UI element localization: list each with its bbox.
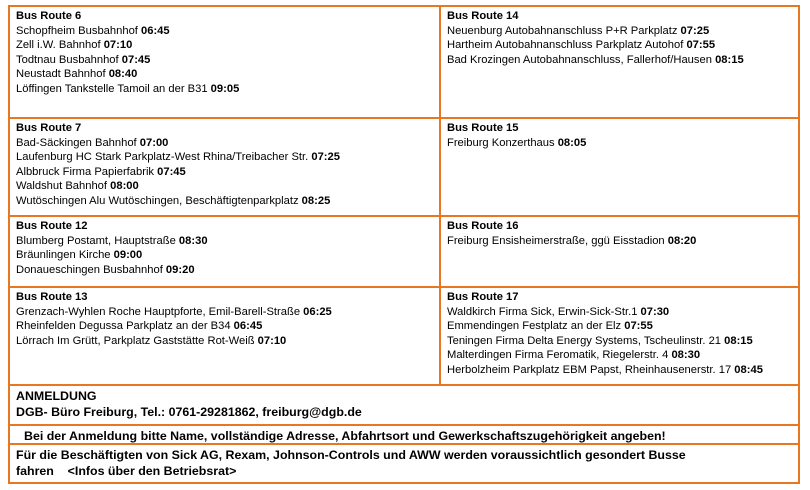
stop-time: 08:15 (715, 53, 744, 66)
route-cell-left-0 (10, 7, 439, 117)
stop-time: 08:20 (667, 234, 697, 247)
stop-place: Löffingen Tankstelle Tamoil an der B31 (16, 82, 208, 95)
stop-time: 07:10 (103, 39, 133, 52)
stop-place: Bräunlingen Kirche (16, 249, 111, 262)
stop-time: 08:15 (724, 334, 753, 347)
stop-place: Emmendingen Festplatz an der Elz (447, 320, 622, 333)
route-stop (447, 363, 792, 378)
route-stop (447, 334, 792, 349)
anmeldung-contact: DGB- Büro Freiburg, Tel.: 0761-29281862, freiburg@dgb.de (16, 405, 362, 419)
route-title: Bus Route 14 (447, 10, 519, 22)
stop-place: Albbruck Firma Papierfabrik (16, 165, 155, 178)
route-stop (16, 67, 433, 82)
stop-time: 07:25 (311, 151, 340, 164)
stop-place: Wutöschingen Alu Wutöschingen, Beschäftigtenparkplatz (16, 194, 299, 207)
stop-time: 08:25 (301, 194, 331, 207)
employees-note-line2: fahren <Infos über den Betriebsrat> (16, 464, 237, 478)
stop-place: Hartheim Autobahnanschluss Parkplatz Autohof (447, 39, 684, 52)
registration-notice (10, 426, 798, 443)
route-stop (16, 319, 433, 334)
stop-place: Grenzach-Wyhlen Roche Hauptpforte, Emil-Barell-Straße (16, 305, 301, 318)
route-title: Bus Route 17 (447, 291, 519, 303)
route-stop (447, 24, 792, 39)
route-cell-right-2 (441, 217, 798, 286)
route-cell-right-1 (441, 119, 798, 215)
stop-place: Teningen Firma Delta Energy Systems, Tscheulinstr. 21 (447, 334, 722, 347)
route-stop (447, 38, 792, 53)
stop-place: Rheinfelden Degussa Parkplatz an der B34 (16, 320, 231, 333)
stop-time: 08:00 (110, 180, 139, 193)
employees-note-line1: Für die Beschäftigten von Sick AG, Rexam, Johnson-Controls und AWW werden voraussichtlich gesondert Busse (16, 448, 686, 462)
stop-place: Neustadt Bahnhof (16, 68, 106, 81)
stop-place: Waldshut Bahnhof (16, 180, 108, 193)
stop-place: Laufenburg HC Stark Parkplatz-West Rhina/Treibacher Str. (16, 151, 309, 164)
stop-time: 09:00 (113, 249, 143, 262)
route-title: Bus Route 16 (447, 220, 519, 232)
employees-note (10, 445, 798, 483)
route-stop (447, 53, 792, 68)
stop-place: Malterdingen Firma Feromatik, Riegelerstr. 4 (447, 349, 669, 362)
stop-place: Herbolzheim Parkplatz EBM Papst, Rheinhausenerstr. 17 (447, 363, 732, 376)
route-cell-left-2 (10, 217, 439, 286)
route-stop (16, 136, 433, 151)
route-stop (16, 194, 433, 209)
route-title: Bus Route 6 (16, 10, 82, 22)
route-stop (16, 24, 433, 39)
registration-notice-text: Bei der Anmeldung bitte Name, vollständige Adresse, Abfahrtsort und Gewerkschaftszugehörigkeit angeben! (24, 429, 666, 443)
route-stop (16, 248, 433, 263)
route-cell-left-1 (10, 119, 439, 215)
stop-time: 07:10 (257, 334, 287, 347)
stop-time: 08:30 (178, 234, 208, 247)
anmeldung-heading: ANMELDUNG (16, 389, 97, 403)
stop-place: Bad-Säckingen Bahnhof (16, 136, 137, 149)
route-stop (447, 136, 792, 151)
route-cell-right-0 (441, 7, 798, 117)
stop-time: 07:55 (686, 39, 716, 52)
route-title: Bus Route 15 (447, 122, 519, 134)
stop-time: 08:30 (671, 349, 701, 362)
route-stop (447, 234, 792, 249)
stop-time: 08:05 (557, 136, 587, 149)
stop-time: 06:45 (141, 24, 170, 37)
route-cell-right-3 (441, 288, 798, 384)
route-title: Bus Route 12 (16, 220, 88, 232)
route-stop (447, 348, 792, 363)
stop-time: 07:55 (624, 320, 653, 333)
route-stop (16, 263, 433, 278)
stop-place: Bad Krozingen Autobahnanschluss, Fallerhof/Hausen (447, 53, 712, 66)
stop-place: Lörrach Im Grütt, Parkplatz Gaststätte Rot-Weiß (16, 334, 255, 347)
stop-time: 09:05 (210, 82, 240, 95)
stop-place: Donaueschingen Busbahnhof (16, 263, 163, 276)
stop-time: 06:25 (303, 305, 332, 318)
route-cell-left-3 (10, 288, 439, 384)
stop-place: Freiburg Konzerthaus (447, 136, 555, 149)
stop-time: 07:45 (121, 53, 151, 66)
route-stop (16, 82, 433, 97)
route-stop (16, 38, 433, 53)
route-stop (16, 150, 433, 165)
stop-time: 08:45 (734, 363, 763, 376)
stop-place: Schopfheim Busbahnhof (16, 24, 138, 37)
route-stop (16, 179, 433, 194)
stop-place: Neuenburg Autobahnanschluss P+R Parkplatz (447, 24, 678, 37)
stop-place: Waldkirch Firma Sick, Erwin-Sick-Str.1 (447, 305, 641, 318)
stop-place: Freiburg Ensisheimerstraße, ggü Eisstadion (447, 234, 665, 247)
route-stop (447, 319, 792, 334)
route-stop (447, 305, 792, 320)
route-title: Bus Route 7 (16, 122, 82, 134)
stop-time: 08:40 (108, 68, 138, 81)
stop-time: 07:45 (157, 165, 186, 178)
stop-place: Todtnau Busbahnhof (16, 53, 119, 66)
route-stop (16, 305, 433, 320)
stop-time: 07:30 (640, 305, 670, 318)
stop-time: 09:20 (165, 263, 195, 276)
route-stop (16, 165, 433, 180)
anmeldung-section (10, 386, 798, 424)
stop-time: 07:25 (680, 24, 710, 37)
stop-time: 06:45 (233, 320, 263, 333)
stop-time: 07:00 (139, 136, 169, 149)
route-title: Bus Route 13 (16, 291, 88, 303)
route-stop (16, 234, 433, 249)
stop-place: Zell i.W. Bahnhof (16, 39, 101, 52)
stop-place: Blumberg Postamt, Hauptstraße (16, 234, 176, 247)
route-stop (16, 53, 433, 68)
route-stop (16, 334, 433, 349)
